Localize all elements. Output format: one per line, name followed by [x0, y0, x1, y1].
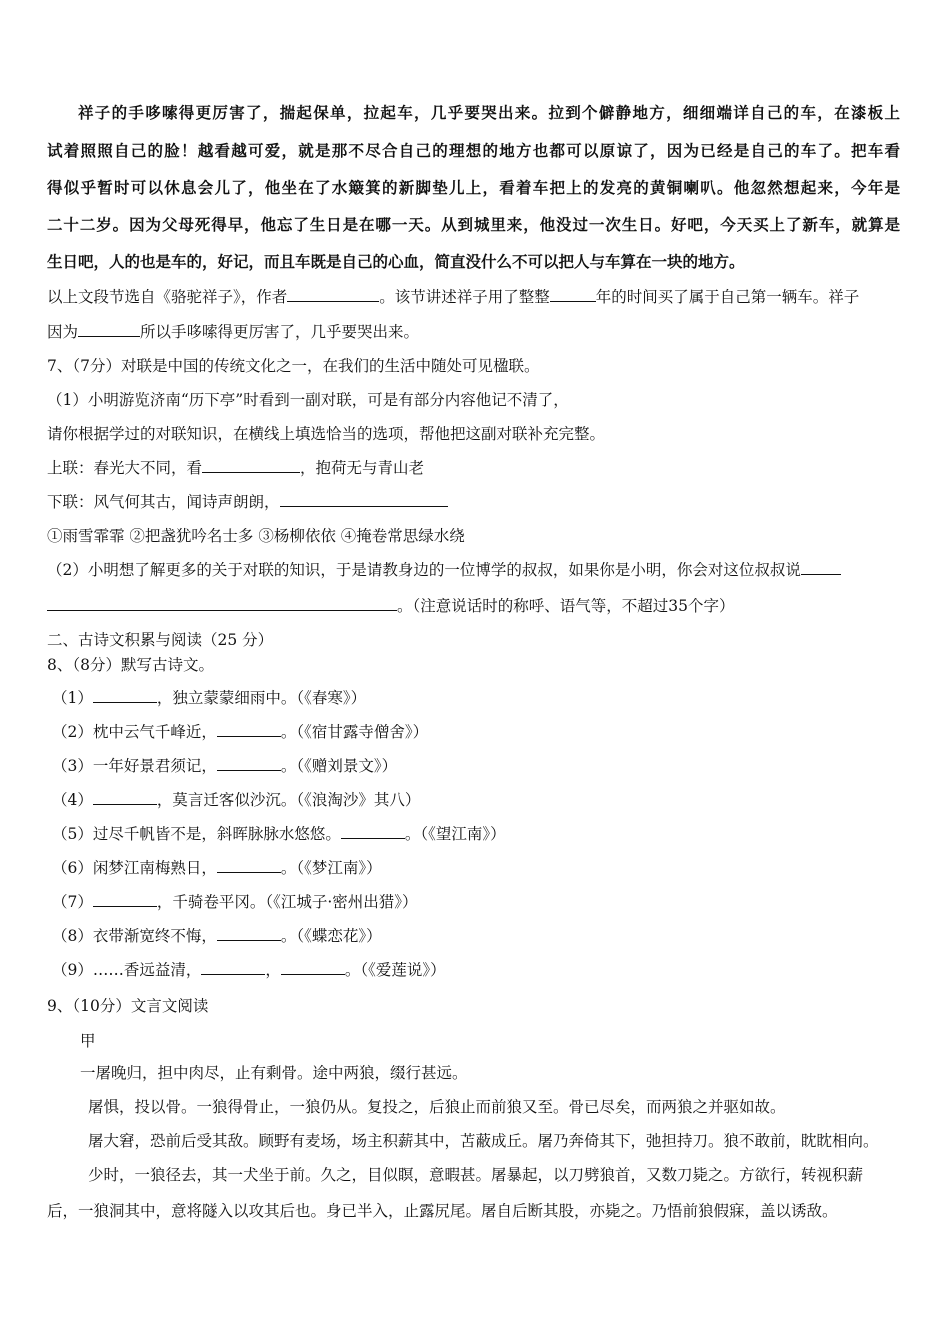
- q8-item-text: ，千骑卷平冈。（《江城子·密州出猎》）: [156, 893, 418, 911]
- q7-part2-text: （2）小明想了解更多的关于对联的知识，于是请教身边的一位博学的叔叔，如果你是小明，你会对这位叔叔说: [47, 561, 801, 579]
- q8-item: [52, 959, 912, 981]
- q8-item-text: 。（《梦江南》）: [280, 859, 382, 877]
- q7-options: ①雨雪霏霏 ②把盏犹吟名士多 ③杨柳依依 ④掩卷常思绿水绕: [47, 527, 465, 545]
- q7-part1-line-a: （1）小明游览济南“历下亭”时看到一副对联，可是有部分内容他记不清了，: [47, 391, 569, 409]
- q8-item-prefix: （5）过尽千帆皆不是，斜晖脉脉水悠悠。: [52, 825, 341, 843]
- q8-answer-blank[interactable]: [201, 959, 265, 975]
- q2-text-a: 因为: [47, 323, 79, 341]
- q8-answer-blank[interactable]: [217, 925, 281, 941]
- q8-answer-blank[interactable]: [217, 755, 281, 771]
- years-answer-blank[interactable]: [550, 286, 596, 302]
- q8-item: [52, 891, 912, 913]
- q7-upper-couplet: [47, 457, 907, 479]
- q9-line-2: 屠惧，投以骨。一狼得骨止，一狼仍从。复投之，后狼止而前狼又至。骨已尽矣，而两狼之并驱如故。: [88, 1098, 786, 1116]
- q8-item-prefix: （9）……香远益清，: [52, 961, 202, 979]
- q8-item-prefix: （6）闲梦江南梅熟日，: [52, 859, 217, 877]
- q7-lower-couplet: [47, 491, 907, 513]
- passage-question-line-2: [47, 321, 907, 343]
- q7-part2-line-b: [47, 595, 907, 617]
- q8-item-prefix: （1）: [52, 689, 93, 707]
- q8-item: [52, 925, 912, 947]
- q7-part2-blank[interactable]: [47, 595, 397, 611]
- passage-line-4: 二十二岁。因为父母死得早，他忘了生日是在哪一天。从到城里来，他没过一次生日。好吧，今天买上了新车，就算是: [47, 215, 900, 234]
- q8-answer-blank[interactable]: [93, 891, 157, 907]
- passage-question-line-1: [47, 286, 907, 308]
- q8-answer-blank[interactable]: [93, 687, 157, 703]
- q1-text-c: 年的时间买了属于自己第一辆车。祥子: [595, 288, 860, 306]
- q8-item-text: ，莫言迁客似沙沉。（《浪淘沙》其八）: [156, 791, 421, 809]
- q7-part1-line-b: 请你根据学过的对联知识，在横线上填选恰当的选项，帮他把这副对联补充完整。: [47, 425, 606, 443]
- upper-couplet-text-a: 上联：春光大不同，看: [47, 459, 203, 477]
- lower-couplet-blank[interactable]: [280, 491, 448, 507]
- q1-text-b: 。该节讲述祥子用了整整: [379, 288, 550, 306]
- q8-item: [52, 687, 912, 709]
- q8-item-prefix: （7）: [52, 893, 93, 911]
- lower-couplet-text: 下联：风气何其古，闻诗声朗朗，: [47, 493, 280, 511]
- q8-answer-blank[interactable]: [341, 823, 405, 839]
- author-answer-blank[interactable]: [287, 286, 379, 302]
- passage-line-5: 生日吧，人的也是车的，好记，而且车既是自己的心血，简直没什么不可以把人与车算在一块的地方。: [47, 252, 745, 271]
- passage-line-3: 得似乎暂时可以休息会儿了，他坐在了水簸箕的新脚垫儿上，看着车把上的发亮的黄铜喇叭。他忽然想起来，今年是: [47, 178, 900, 197]
- q8-item: [52, 721, 912, 743]
- q8-answer-blank[interactable]: [217, 721, 281, 737]
- q8-item-text: 。（《蝶恋花》）: [280, 927, 382, 945]
- q8-item: [52, 755, 912, 777]
- q7-part2-note: 。（注意说话时的称呼、语气等，不超过35个字）: [397, 597, 735, 615]
- q9-line-3: 屠大窘，恐前后受其敌。顾野有麦场，场主积薪其中，苫蔽成丘。屠乃奔倚其下，弛担持刀。狼不敢前，眈眈相向。: [88, 1132, 879, 1150]
- section-2-title: 二、古诗文积累与阅读（25 分）: [47, 631, 274, 649]
- q8-item: [52, 857, 912, 879]
- q7-title: 7、（7分）对联是中国的传统文化之一，在我们的生活中随处可见楹联。: [47, 357, 540, 375]
- q9-title: 9、（10分）文言文阅读: [47, 997, 209, 1015]
- q9-line-4: 少时，一狼径去，其一犬坐于前。久之，目似瞑，意暇甚。屠暴起，以刀劈狼首，又数刀毙之。方欲行，转视积薪: [88, 1166, 864, 1184]
- q8-answer-blank[interactable]: [93, 789, 157, 805]
- upper-couplet-blank[interactable]: [202, 457, 300, 473]
- passage-line-1: 祥子的手哆嗦得更厉害了，揣起保单，拉起车，几乎要哭出来。拉到个僻静地方，细细端详自己的车，在漆板上: [78, 103, 900, 122]
- q9-line-1: 一屠晚归，担中肉尽，止有剩骨。途中两狼，缀行甚远。: [80, 1064, 468, 1082]
- q8-item: [52, 789, 912, 811]
- q8-item-text: 。（《赠刘景文》）: [280, 757, 398, 775]
- q9-label: 甲: [80, 1032, 96, 1050]
- q1-text-a: 以上文段节选自《骆驼祥子》，作者: [47, 288, 288, 306]
- q8-item-text: 。（《望江南》）: [404, 825, 506, 843]
- q8-item-prefix: （4）: [52, 791, 93, 809]
- q8-item-text: 。（《宿甘露寺僧舍》）: [280, 723, 429, 741]
- q7-part2-line-a: [47, 559, 907, 581]
- upper-couplet-text-b: ，抱荷无与青山老: [300, 459, 425, 477]
- q8-title: 8、（8分）默写古诗文。: [47, 656, 214, 674]
- q8-item-prefix: （3）一年好景君须记，: [52, 757, 217, 775]
- q8-item-suffix: 。（《爱莲说》）: [344, 961, 446, 979]
- q2-text-b: 所以手哆嗦得更厉害了，几乎要哭出来。: [140, 323, 420, 341]
- q9-line-5: 后，一狼洞其中，意将隧入以攻其后也。身已半入，止露尻尾。屠自后断其股，亦毙之。乃悟前狼假寐，盖以诱敌。: [47, 1202, 838, 1220]
- passage-line-2: 试着照照自己的脸！越看越可爱，就是那不尽合自己的理想的地方也都可以原谅了，因为已经是自己的车了。把车看: [47, 141, 900, 160]
- q8-item: [52, 823, 912, 845]
- q8-item-prefix: （2）枕中云气千峰近，: [52, 723, 217, 741]
- q8-answer-blank-2[interactable]: [281, 959, 345, 975]
- reason-answer-blank[interactable]: [78, 321, 140, 337]
- q8-answer-blank[interactable]: [217, 857, 281, 873]
- q8-item-text: ，独立蒙蒙细雨中。（《春寒》）: [156, 689, 367, 707]
- q7-part2-blank-start[interactable]: [801, 559, 841, 575]
- q8-item-text: ，: [265, 961, 281, 979]
- q8-item-prefix: （8）衣带渐宽终不悔，: [52, 927, 217, 945]
